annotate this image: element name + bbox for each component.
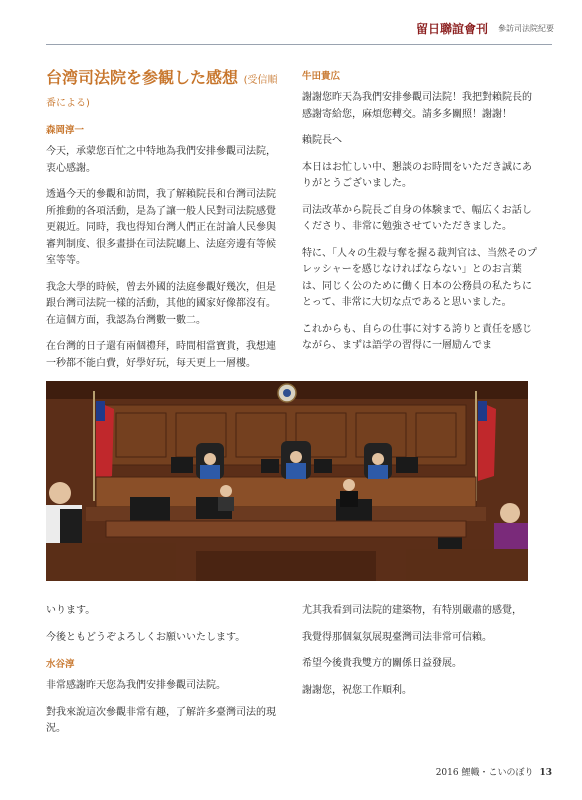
- article-title-text: 台湾司法院を参観した感想: [46, 68, 239, 87]
- page-number: 13: [539, 768, 552, 778]
- paragraph: 在台灣的日子還有兩個禮拜，時間相當寶貴，我想連一秒都不能白費，好學好玩，每天更上一層樓。: [46, 341, 276, 369]
- article-title-note: (受信順番による): [46, 75, 278, 109]
- paragraph: 我念大學的時候，曾去外國的法庭參觀好幾次，但是跟台灣司法院一樣的活動，其他的國家好像都沒有。在這個方面，我認為台灣數一數二。: [46, 281, 276, 326]
- paragraph: 本日はお忙しい中、懇談のお時間をいただき誠にありがとうございました。: [302, 161, 532, 189]
- left-column-top: [46, 68, 278, 382]
- speaker-name: 森岡淳一: [46, 125, 85, 136]
- paragraph: 謝謝您昨天為我們安排參觀司法院！我把對賴院長的感謝寄給您，麻煩您轉交。請多多關照！謝謝！: [302, 92, 532, 120]
- paragraph: 透過今天的參觀和訪問，我了解賴院長和台灣司法院所推動的各項活動，是為了讓一般人民對司法院感覺更親近。同時，我也得知台灣人們正在討論人民參與審判制度、很多畫掛在司法院廳上、法庭旁邊有等候室等等。: [46, 189, 276, 266]
- article-title: [46, 68, 278, 114]
- page-header: [416, 16, 554, 40]
- speaker-name: 水谷淳: [46, 659, 75, 670]
- right-column-bottom: [302, 603, 538, 709]
- courtroom-photo: [46, 381, 528, 581]
- paragraph: 今天，承蒙您百忙之中特地為我們安排參觀司法院，衷心感謝。: [46, 146, 276, 174]
- paragraph: 對我來說這次參觀非常有趣，了解許多臺灣司法的現況。: [46, 706, 276, 734]
- paragraph: 非常感謝昨天您為我們安排參觀司法院。: [46, 680, 226, 691]
- paragraph: 賴院長へ: [302, 135, 342, 146]
- paragraph: 希望今後貴我雙方的關係日益發展。: [302, 658, 462, 669]
- speaker-name: 牛田貴広: [302, 71, 341, 82]
- publication-logo: 留日聯誼會刊: [415, 21, 488, 36]
- paragraph: 尤其我看到司法院的建築物，有特別嚴肅的感覺，: [302, 605, 522, 616]
- courtroom-illustration: [46, 381, 528, 581]
- footer-text: 2016 鯉幟・こいのぼり: [435, 768, 534, 778]
- paragraph: 司法改革から院長ご自身の体験まで、幅広くお話しくださり、非常に勉強させていただきました。: [302, 204, 532, 232]
- page-footer: [436, 765, 552, 778]
- left-column-bottom: [46, 603, 278, 748]
- paragraph: 我覺得那個氣氛展現臺灣司法非常可信賴。: [302, 631, 492, 643]
- right-column-top: [302, 68, 538, 355]
- section-subtitle: 參訪司法院紀要: [498, 23, 554, 33]
- paragraph: 特に、「人々の生殺与奪を握る裁判官は、当然そのプレッシャーを感じなければならない」とのお言葉は、同じく公のために働く日本の公務員の私たちにとって、非常に大切な点であると思いました。: [302, 247, 537, 308]
- paragraph: いります。: [46, 605, 96, 616]
- paragraph: 謝謝您，祝您工作順利。: [302, 684, 412, 696]
- header-rule: [46, 44, 552, 45]
- paragraph: 今後ともどうぞよろしくお願いいたします。: [46, 631, 246, 643]
- paragraph: これからも、自らの仕事に対する誇りと責任を感じながら、まずは語学の習得に一層励んでま: [302, 323, 532, 351]
